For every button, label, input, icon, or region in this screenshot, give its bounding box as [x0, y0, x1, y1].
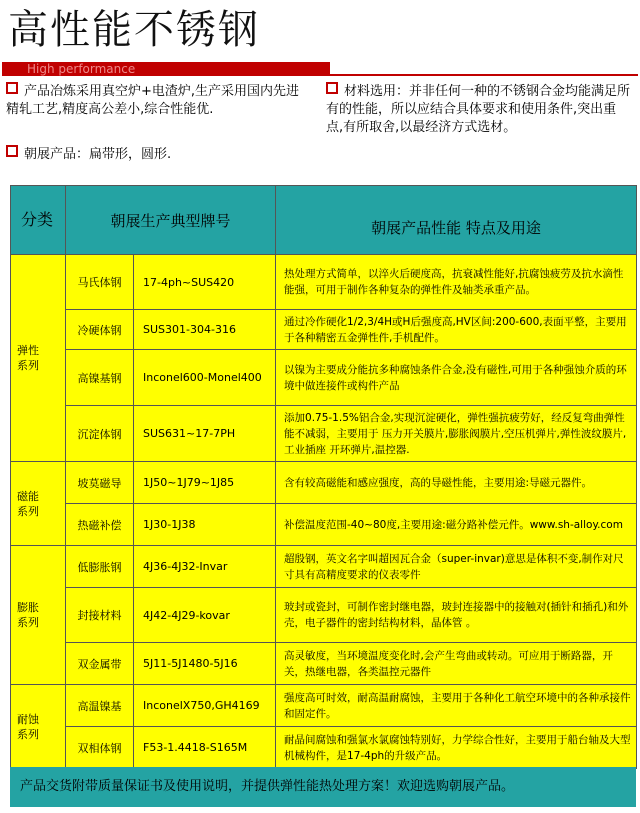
product-name-cell: 坡莫磁导	[66, 462, 134, 504]
page-title: 高性能不锈钢	[8, 7, 260, 53]
product-name-cell: 低膨胀钢	[66, 546, 134, 588]
table-row	[11, 588, 637, 643]
product-name-cell: 双相体钢	[66, 727, 134, 769]
description-cell: 强度高可时效，耐高温耐腐蚀，主要用于各种化工航空环境中的各种承接件和固定件。	[276, 685, 637, 727]
description-cell: 通过冷作硬化1/2,3/4H或H后强度高,HV区间:200-600,表面平整，主要用于各种精密五金弹性件,手机配件。	[276, 310, 637, 350]
grade-cell: Inconel600-Monel400	[134, 350, 276, 406]
product-name-cell: 马氏体钢	[66, 255, 134, 310]
description-cell: 热处理方式简单，以淬火后硬度高，抗衰减性能好,抗腐蚀疲劳及抗水滴性能强，可用于制作各种复杂的弹性件及轴类承重产品。	[276, 255, 637, 310]
table-row	[11, 546, 637, 588]
category-cell: 磁能 系列	[11, 462, 66, 546]
table-row	[11, 255, 637, 310]
product-name-cell: 热磁补偿	[66, 504, 134, 546]
table-row	[11, 350, 637, 406]
description-cell: 高灵敏度，当环境温度变化时,会产生弯曲或转动。可应用于断路器，开关，热继电器，各类温控元器件	[276, 643, 637, 685]
bullet-text: 材料选用：并非任何一种的不锈钢合金均能满足所有的性能，所以应结合具体要求和使用条件,突出重点,有所取舍,以最经济方式选材。	[326, 84, 631, 135]
grade-cell: 4J42-4J29-kovar	[134, 588, 276, 643]
footer-banner: 产品交货附带质量保证书及使用说明，并提供弹性能热处理方案！欢迎选购朝展产品。	[10, 767, 636, 807]
description-cell: 超殷钢，英文名字叫超因瓦合金（super-invar)意思是体积不变,制作对尺寸具有高精度要求的仪表零件	[276, 546, 637, 588]
table-row	[11, 310, 637, 350]
bullet-text: 产品冶炼采用真空炉+电渣炉,生产采用国内先进精轧工艺,精度高公差小,综合性能优.	[6, 84, 300, 117]
description-cell: 含有较高磁能和感应强度，高的导磁性能，主要用途:导磁元器件。	[276, 462, 637, 504]
grade-cell: SUS301-304-316	[134, 310, 276, 350]
description-cell: 补偿温度范围-40~80度,主要用途:磁分路补偿元件。www.sh-alloy.com	[276, 504, 637, 546]
product-table	[10, 185, 637, 769]
grade-cell: 4J36-4J32-Invar	[134, 546, 276, 588]
table-row	[11, 504, 637, 546]
description-cell: 耐晶间腐蚀和强氯水氯腐蚀特别好，力学综合性好，主要用于船台轴及大型机械构件，是17-4ph的升级产品。	[276, 727, 637, 769]
header-category: 分类	[11, 186, 66, 255]
bullet-item	[326, 82, 631, 137]
category-cell: 膨胀 系列	[11, 546, 66, 685]
table-row	[11, 643, 637, 685]
product-name-cell: 高镍基钢	[66, 350, 134, 406]
subtitle-bar	[2, 62, 330, 76]
divider-line	[330, 74, 638, 76]
product-name-cell: 高温镍基	[66, 685, 134, 727]
subtitle: High performance	[27, 62, 136, 76]
product-name-cell: 沉淀体钢	[66, 406, 134, 462]
bullet-item	[6, 82, 311, 119]
table-row	[11, 462, 637, 504]
square-bullet-icon	[6, 145, 18, 157]
square-bullet-icon	[6, 82, 18, 94]
header-grade: 朝展生产典型牌号	[66, 186, 276, 255]
description-cell: 玻封或瓷封，可制作密封继电器，玻封连接器中的接触对(插针和插孔)和外壳，电子器件的密封结构材料，晶体管 。	[276, 588, 637, 643]
grade-cell: 5J11-5J1480-5J16	[134, 643, 276, 685]
product-name-cell: 双金属带	[66, 643, 134, 685]
category-cell: 耐蚀 系列	[11, 685, 66, 769]
grade-cell: F53-1.4418-S165M	[134, 727, 276, 769]
table-row	[11, 406, 637, 462]
table-row	[11, 727, 637, 769]
grade-cell: 1J50~1J79~1J85	[134, 462, 276, 504]
product-name-cell: 冷硬体钢	[66, 310, 134, 350]
grade-cell: 17-4ph~SUS420	[134, 255, 276, 310]
bullet-text: 朝展产品：扁带形，圆形.	[24, 147, 172, 162]
description-cell: 添加0.75-1.5%铝合金,实现沉淀硬化，弹性强抗疲劳好，经反复弯曲弹性能不减弱，主要用于 压力开关膜片,膨胀阀膜片,空压机弹片,弹性波纹膜片,工业插座 开环弹片,温控器.	[276, 406, 637, 462]
table-row	[11, 685, 637, 727]
product-name-cell: 封接材料	[66, 588, 134, 643]
grade-cell: 1J30-1J38	[134, 504, 276, 546]
description-cell: 以镍为主要成分能抗多种腐蚀条件合金,没有磁性,可用于各种强蚀介质的环境中做连接件或构件产品	[276, 350, 637, 406]
square-bullet-icon	[326, 82, 338, 94]
bullet-item	[6, 145, 311, 164]
grade-cell: SUS631~17-7PH	[134, 406, 276, 462]
category-cell: 弹性 系列	[11, 255, 66, 462]
grade-cell: InconelX750,GH4169	[134, 685, 276, 727]
header-desc: 朝展产品性能 特点及用途	[276, 186, 637, 255]
